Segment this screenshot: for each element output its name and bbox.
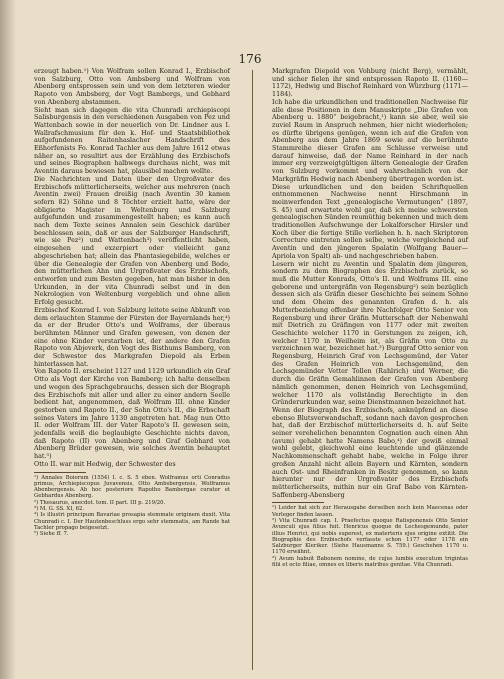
right-column — [272, 68, 468, 568]
paragraph: Von Rapoto II. erscheint 1127 und 1129 urkundlich ein Graf Otto als Vogt der Kirche von Bamberg; ich halte denselben und wegen des Sprachgebrauchs, dessen sich der Biograph des Erzbischofs mit aller und aller zu einer andern Seelle bedient hat, angenommen, daß Wolfram III. ohne Kinder gestorben und Rapoto II., der Sohn Otto's II., die Erbschaft seines Vaters im Jahre 1130 angetreten hat. Mag nun Otto II. oder Wolfram III. der Vater Rapoto's II. gewesen sein, jedenfalls weiß die beglaubigte Geschichte nichts davon, daß Rapoto (II) von Abenberg und Graf Gebhard von Abenberg Brüder gewesen, wie solches Aventin behauptet hat.⁵) — [34, 367, 230, 461]
page-number: 176 — [238, 52, 262, 66]
paragraph: Die Nachrichten und Daten über den Urgroßvater des Erzbischofs mütterlicherseits, welcher aus mehreren (nach Aventin zwei) Frauen dreißig (nach Aventin 30 kamen sofern 82) Söhne und 8 Töchter erzielt hatte, wäre der obligierte Magister in Weltenburg und Salzburg aufgefunden und zusammengestellt haben; es kann auch nach dem Texte seines Annalen sein Geschick darüber beschlossen sein, daß er aus der Salzburger Handschrift, wie sie Pez²) und Wattenbach³) veröffentlicht haben, eingesehen und exzerpiert oder vielleicht ganz abgeschrieben hat; allein das Phantasiegebilde, welches er über die Genealogie der Grafen von Abenberg und Bodo, den mütterlichen Ahn und Urgroßvater des Erzbischofs, entworfen und zum Besten gegeben, hat man bisher in den Urkunden, in der vita Chunradi selbst und in den Nekrologien von Weltenburg vergeblich und ohne allen Erfolg gesucht. — [34, 174, 230, 307]
paragraph: erzeugt haben.¹) Von Wolfram sollen Konrad I., Erzbischof von Salzburg, Otto von Ambsberg und Wolfram von Abenberg entsprossen sein und von dem letzteren wieder Rapoto von Ambsberg, der Vogt Bambergs, und Gebhard von Abenberg abstammen. — [34, 67, 230, 106]
paragraph: Ich habe die urkundlichen und traditionellen Nachweise für alle diese Positionen in dem Manuskripte „Die Grafen von Abenberg u. 1880“ beigebracht,¹) kann sie aber, weil sie zuviel Raum in Anspruch nehmen, hier nicht wiederholen; es dürfte übrigens genügen, wenn ich auf die Grafen von Abenberg aus dem Jahre 1869 sowie auf die berühmte Stammreihe dieser Grafen am Schlusse verweise und darauf hinweise, daß der Name Reinhard in der nach immer erg verzweigtgültigen ältern Genealogie der Grafen von Sulzburg vorkommt und wahrscheinlich von der Markgräfin Hedwig nach Abenberg übertragen worden ist. — [272, 97, 468, 183]
paragraph: Sieht man sich dagegen die vita Chunradi archiepiscopi Salisburgensis in den verschiedenen Ausgaben von Pez und Wattenbach sowie in der neuerlich von Dr. Lindner aus I. Wallrafschmusium für den k. Hof- und Staatsbibliothek aufgefundenen Raitenhaslacher Handschrift des Eßhorfenists Fo. Konrad Tachler aus dem Jahre 1612 etwas näher an, so resultirt aus der Erzählung des Erzbischofs und seines Biographen halbwegs durchaus nicht, was mit Aventin daraus bewiesen hat, plausibel machen wollte. — [34, 105, 230, 176]
footnote: ²) Thesaurus, anecdot. tom. II part. III p. 219/20. — [34, 499, 166, 506]
footnote-rule — [272, 502, 324, 503]
footnote: ⁵) Siehe ff. 7. — [34, 531, 69, 538]
paragraph: Diese urkundlichen und den beiden Schriftquellen entnommenen Nachweise nennt Hirschmann in meinwerfenden Text „genealogische Vermutungen“ (1897, S. 45) und erwartete wohl gar, daß ich meine schwersten genealogischen Sünden reumüthig bekennen und mich dem traditionellen Aufschwunge der Lokalforscher Hirsler und Koch über die fertige Stille verliehen h. h. nach Skriptoren Correcture eintreten sollen selbe, welche vergleichend auf Aventin und den jüngeren Spalatin (Wolfgang Bauer—Apriola von Spalt) ab- und nachgeschrieben haben. — [272, 182, 468, 260]
footnote-rule — [34, 472, 86, 473]
footnote: ³) M. G. SS. XI, 62. — [34, 506, 85, 513]
paragraph: Lesern wir nicht zu Aventin und Spalatin dem jüngeren, sondern zu dem Biographen des Erzbischofs zurück, so muß die Mutter Konrads, Otto's II. und Wolframs III. eine geborene und untergräfin von Regensburg²) sein bezüglich dessen sich als Gräfin dieser Geschichte bei seinem Sohne und dem Oheim des genannten Grafen d. h. als Mutterbeziehung offenbar ihre Nachfolger Otto Senior von Regensburg und ihrer Gräfin Mutterschaft der Nebenwahl mit Dietrich zu Gräfingen von 1177 oder mit zweiten Geschichte welcher 1170 in Gerstungen zu zeigen, ich, welcher 1170 in Weilheim ist, als Gräfin von Otto zu verzeichnen war, bezeichnet hat.³) Burggraf Otto senior von Regensburg, Heinrich Graf von Lechsgemünd, der Vater des Grafen Heinrich von Lechsgemünd, den Lechsgemünder Vetter Tollen (Rahlrich) und Werner, die durch die Gräfin Gemahlinnen der Grafen von Abenberg nämlich genommen, denen Heinrich von Lechsgemünd, welcher 1170 als vollständig Berechtigte in den Gründerurkunden war, seine Dienstmannen bezeichnet hat. — [272, 259, 468, 407]
footnote: ¹) Annales Boiorum (1554) I. c. S. 5 eben. Wolframus orti Conradus primus, Archiepiscopus Juvavensis, Otto Ambsbergensis, Wolframus Abenbergensis. Ab hoc posteriore Rapotho Bambergae curator et Gebhardus Abenberg. — [34, 474, 230, 500]
paragraph: Otto II. war mit Hedwig, der Schwester des — [34, 459, 176, 468]
paragraph: Markgrafen Diepold von Vohburg (nicht Berg), vermählt, und sicher fielen ihr sind entsprossen Rapoto II. (1160—1172), Hedwig und Bischof Reinhard von Würzburg (1171—1184). — [272, 67, 468, 99]
column-divider — [252, 70, 253, 670]
footnote: ³) Avum habuit Babonem nomine, de cujus lumbis executum trigintas filii et octo filiae, omnes ex liberis matribus genitae. Vita Chunradi. — [272, 555, 468, 569]
paragraph: Wenn der Biograph des Erzbischofs, anknüpfend an diese ebenso Blutsverwandschaft, sodann nach davon gesprochen hat, daß der Erzbischof mütterlicherseits d. h. auf Seite seiner verehelichen benannten Cognation auch einen Ahn (avum) gehabt hatte Namens Babo,⁴) der gewiß einmal wohl gelebt, gleichwohl eine leuchtende und glänzende Nachkommenschaft gehabt habe, welche in Folge ihrer großen Anzahl nicht allein Bayern und Kärnten, sondern auch Ost- und Rheinfranken in Besitz genommen, so kann hierunter nur der Urgroßvater des Erzbischofs mütterlicherseits, mithin nur ein Graf Babo von Kärnten-Saffenberg-Abensberg — [272, 405, 468, 499]
left-column — [34, 68, 230, 538]
footnote: ²) Vita Chunradi cap. I. Praefectus quoque Ratisponensis Otto Senior Avunculi ejus filius fuit. Henricus quoque de Lechesgemunde, pater illius Henrici, qui nobis superest, ex materteris ejus origine extitit. Die Biographie des Erzbischofs verfasste schon 1177 oder 1178 ein Salzburger Kleriker. (Siehe Hausmanns S. 759.) Geschehen 1170 u. 1170 erwähnt. — [272, 517, 468, 556]
paragraph: Erzbischof Konrad I. von Salzburg leitete seine Abkunft von dem erlauchten Stamme der Fürsten der Bayernlands her,⁴) da er der Bruder Otto's und Wolframs, der überaus berühmten Männer und Grafen gewesen, von denen der eine ohne Kinder verstarben ist, der andere den Grafen Rapoto von Abjeverk, den Vogt des Bisthums Bamberg, von der Schwester des Markgrafen Diepold als Erben hinterlassen hat. — [34, 305, 230, 368]
footnote: ¹) Leider hat sich zur Herausgabe derselben noch kein Maecenas oder Verleger finden lassen. — [272, 505, 468, 518]
footnote: ⁴) Is illustri principum Bavariae prosapia stemmate originem duxit. Vita Chunradi c. I. Der Hautenbeschluss ergo sehr stemmatis, am Rande hat Tachler propago beigesetzt. — [34, 512, 230, 531]
